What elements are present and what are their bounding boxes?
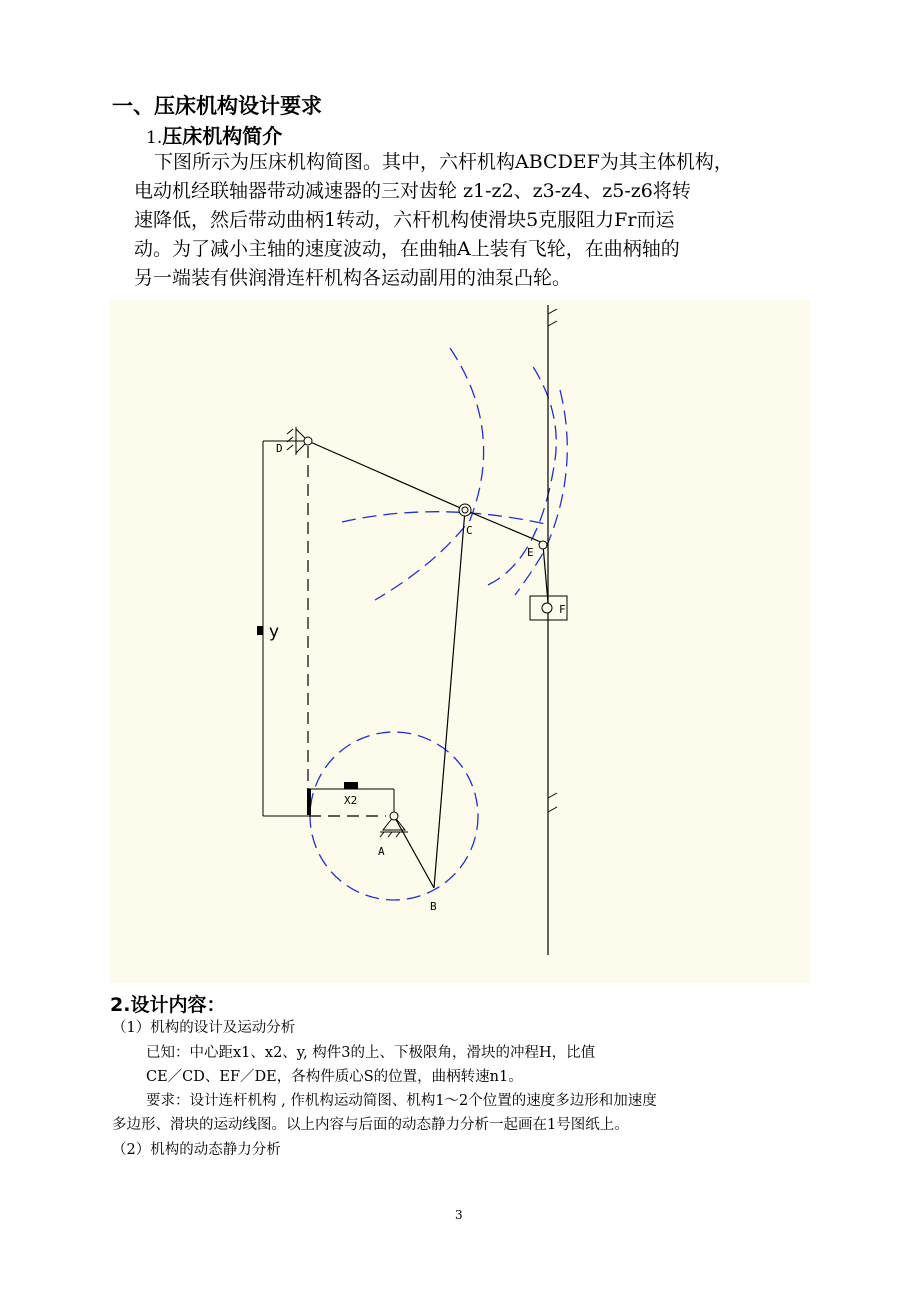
arc-e-upper: [488, 362, 556, 585]
dim-y-tick: [257, 626, 263, 635]
subsection-heading: [146, 120, 282, 149]
label-x2: X2: [344, 794, 358, 807]
arc-c-left: [375, 348, 484, 600]
label-b: B: [430, 900, 437, 913]
page-number: 3: [455, 1208, 463, 1222]
label-y: y: [269, 622, 280, 642]
paragraph-line: 电动机经联轴器带动减速器的三对齿轮 z1-z2、z3-z4、z5-z6将转: [134, 180, 691, 202]
guide-hatch-bottom: [548, 793, 557, 812]
reference-dashes: [308, 446, 386, 816]
link-ce: [465, 510, 543, 543]
label-a: A: [378, 845, 385, 858]
label-d: D: [276, 442, 283, 455]
guide-hatch-top: [548, 309, 557, 326]
mechanism-diagram: [110, 300, 810, 983]
known-line-2: CE／CD、EF／DE，各构件质心S的位置，曲柄转速n1。: [146, 1069, 523, 1085]
label-f: F: [559, 603, 566, 616]
dimension-lines: [263, 441, 394, 816]
joint-c: [459, 504, 471, 516]
dim-x2-tick: [344, 782, 358, 789]
section2-heading: 2.设计内容：: [110, 994, 226, 1016]
requirement-line-1: 要求：设计连杆机构 , 作机构运动简图、机构1～2个位置的速度多边形和加速度: [146, 1093, 657, 1109]
arc-c-horizontal: [342, 512, 550, 525]
link-ab: [394, 816, 434, 888]
item1-title: （1）机构的设计及运动分析: [112, 1020, 296, 1036]
dim-x2-end: [307, 789, 311, 815]
item2-title: （2）机构的动态静力分析: [112, 1142, 281, 1158]
requirement-line-2: 多边形、滑块的运动线图。以上内容与后面的动态静力分析一起画在1号图纸上。: [112, 1117, 629, 1133]
label-e: E: [527, 546, 534, 559]
paragraph-line: 下图所示为压床机构简图。其中，六杆机构ABCDEF为其主体机构，: [154, 151, 733, 173]
paragraph-line: 速降低，然后带动曲柄1转动，六杆机构使滑块5克服阻力Fr而运: [134, 209, 675, 231]
construction-circles: [310, 348, 567, 900]
arc-e-right: [515, 390, 567, 595]
section-heading: 一、压床机构设计要求: [112, 94, 322, 118]
link-cb: [434, 510, 465, 888]
paragraph-line: 另一端装有供润滑连杆机构各运动副用的油泵凸轮。: [134, 267, 572, 289]
label-c: C: [466, 524, 473, 537]
subsection-title: 压床机构简介: [162, 124, 283, 148]
paragraph-line: 动。为了减小主轴的速度波动，在曲轴A上装有飞轮，在曲柄轴的: [134, 238, 680, 260]
joint-e: [539, 541, 547, 549]
known-line-1: 已知：中心距x1、x2、y, 构件3的上、下极限角，滑块的冲程H，比值: [146, 1045, 596, 1061]
link-dc: [308, 441, 465, 510]
link-ef: [543, 545, 548, 603]
links: [308, 441, 548, 888]
intro-paragraph: [134, 148, 814, 293]
mechanism-svg: [110, 300, 810, 983]
subsection-number: 1.: [146, 128, 163, 148]
